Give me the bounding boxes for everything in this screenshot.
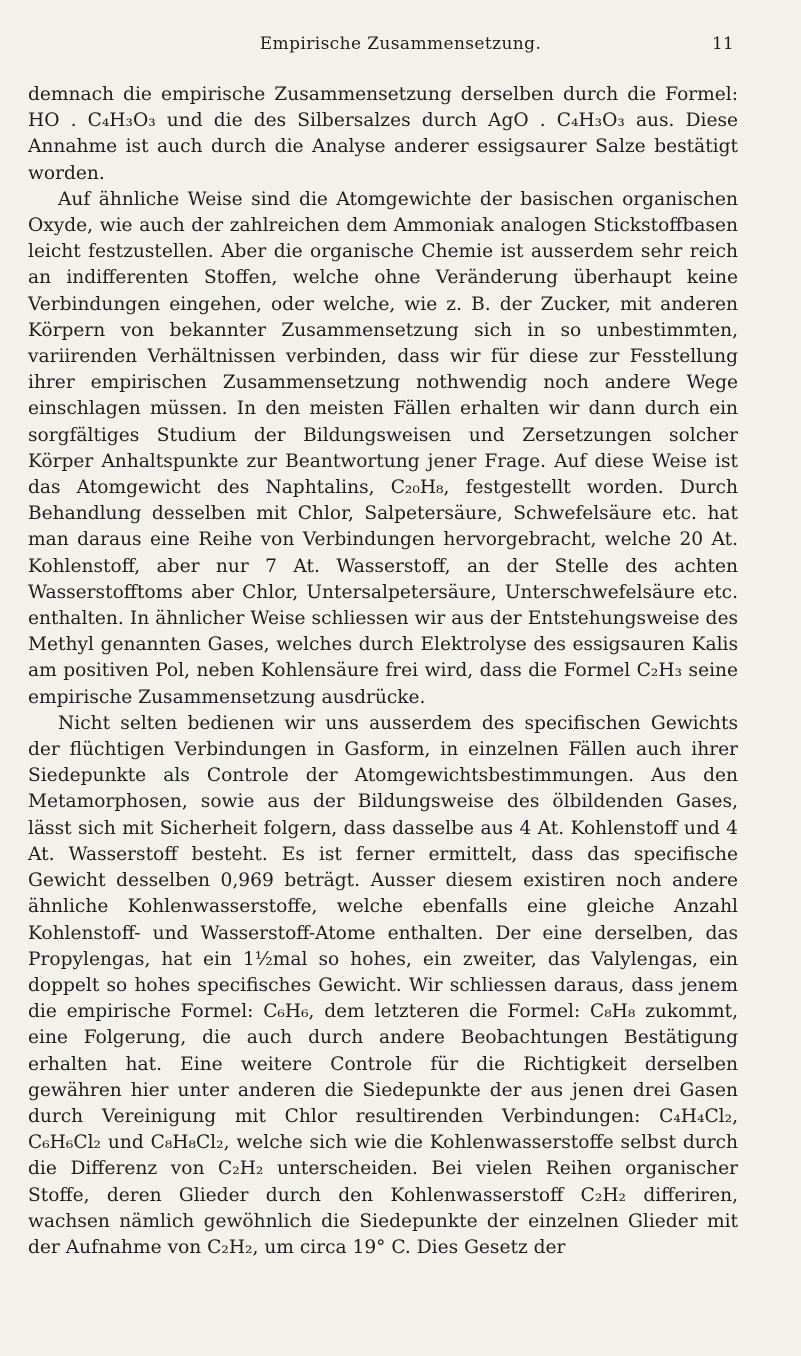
running-title: Empirische Zusammensetzung. bbox=[259, 34, 542, 54]
page-number: 11 bbox=[712, 34, 734, 54]
paragraph: Nicht selten bedienen wir uns ausserdem des specifischen Gewichts der flüchtigen Verbindungen in Gasform, in einzelnen Fällen auch ihrer Siedepunkte als Controle der Atomgewichtsbestimmungen. Aus den Metamorphosen, sowie aus der Bildungsweise des ölbildenden Gases, lässt sich mit Sicherheit folgern, dass dasselbe aus 4 At. Kohlenstoff und 4 At. Wasserstoff besteht. Es ist ferner ermittelt, dass das specifische Gewicht desselben 0,969 beträgt. Ausser diesem existiren noch andere ähnliche Kohlenwasserstoffe, welche ebenfalls eine gleiche Anzahl Kohlenstoff- und Wasserstoff-Atome enthalten. Der eine derselben, das Propylengas, hat ein 1½mal so hohes, ein zweiter, das Valylengas, ein doppelt so hohes specifisches Gewicht. Wir schliessen daraus, dass jenem die empirische Formel: C₆H₆, dem letzteren die Formel: C₈H₈ zukommt, eine Folgerung, die auch durch andere Beobachtungen Bestätigung erhalten hat. Eine weitere Controle für die Richtigkeit derselben gewähren hier unter anderen die Siedepunkte der aus jenen drei Gasen durch Vereinigung mit Chlor resultirenden Verbindungen: C₄H₄Cl₂, C₆H₆Cl₂ und C₈H₈Cl₂, welche sich wie die Kohlenwasserstoffe selbst durch die Differenz von C₂H₂ unterscheiden. Bei vielen Reihen organischer Stoffe, deren Glieder durch den Kohlenwasserstoff C₂H₂ differiren, wachsen nämlich gewöhnlich die Siedepunkte der einzelnen Glieder mit der Aufnahme von C₂H₂, um circa 19° C. Dies Gesetz der bbox=[28, 712, 738, 1258]
body-text bbox=[28, 82, 738, 1261]
paragraph-continued: demnach die empirische Zusammensetzung derselben durch die Formel: HO . C₄H₃O₃ und die des Silbersalzes durch AgO . C₄H₃O₃ aus. Diese Annahme ist auch durch die Analyse anderer essigsaurer Salze bestätigt worden. bbox=[28, 84, 738, 184]
paragraph: Auf ähnliche Weise sind die Atomgewichte der basischen organischen Oxyde, wie auch der zahlreichen dem Ammoniak analogen Stickstoffbasen leicht festzustellen. Aber die organische Chemie ist ausserdem sehr reich an indifferenten Stoffen, welche ohne Veränderung überhaupt keine Verbindungen eingehen, oder welche, wie z. B. der Zucker, mit anderen Körpern von bekannter Zusammensetzung sich in so unbestimmten, variirenden Verhältnissen verbinden, dass wir für diese zur Fesstellung ihrer empirischen Zusammensetzung nothwendig noch andere Wege einschlagen müssen. In den meisten Fällen erhalten wir dann durch ein sorgfältiges Studium der Bildungsweisen und Zersetzungen solcher Körper Anhaltspunkte zur Beantwortung jener Frage. Auf diese Weise ist das Atomgewicht des Naphtalins, C₂₀H₈, festgestellt worden. Durch Behandlung desselben mit Chlor, Salpetersäure, Schwefelsäure etc. hat man daraus eine Reihe von Verbindungen hervorgebracht, welche 20 At. Kohlenstoff, aber nur 7 At. Wasserstoff, an der Stelle des achten Wasserstofftoms aber Chlor, Untersalpetersäure, Unterschwefelsäure etc. enthalten. In ähnlicher Weise schliessen wir aus der Entstehungsweise des Methyl genannten Gases, welches durch Elektrolyse des essigsauren Kalis am positiven Pol, neben Kohlensäure frei wird, dass die Formel C₂H₃ seine empirische Zusammensetzung ausdrücke. bbox=[28, 188, 738, 708]
running-header bbox=[0, 0, 801, 60]
